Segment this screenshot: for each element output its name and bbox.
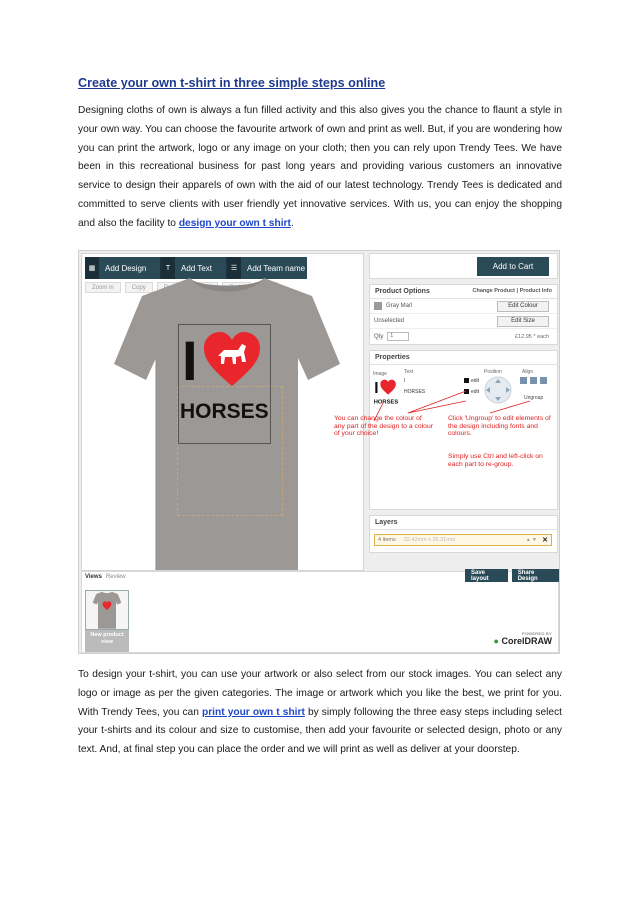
copy-button[interactable]: Copy: [125, 282, 153, 293]
product-options-panel: [369, 284, 558, 345]
design-icon: ▦: [85, 257, 99, 279]
layers-panel: [369, 515, 558, 553]
design-your-own-link[interactable]: design your own t shirt: [178, 217, 291, 229]
colour-row: [370, 299, 557, 314]
outro-end: by simply following the three easy steps including select your t-shirts and its colour and size to customise, then add your favourite or selected design, photo or any text. And, at final step you can place the order and we will print as well as deliver at your doorstep.: [78, 706, 562, 756]
views-title: Views: [85, 574, 102, 580]
coreldraw-logo: [494, 631, 552, 646]
image-col-label: Image: [373, 371, 387, 377]
ungroup-button[interactable]: Ungroup: [524, 395, 544, 401]
review-label[interactable]: Review: [105, 574, 126, 580]
svg-text:HORSES: HORSES: [373, 399, 399, 404]
layer-label: 4 items: [378, 537, 396, 543]
share-design-button[interactable]: Share Design: [512, 569, 559, 582]
qty-input[interactable]: 1: [387, 332, 409, 341]
horse-design[interactable]: [180, 326, 276, 420]
add-design-label: Add Design: [105, 263, 147, 273]
svg-text:I: I: [374, 379, 379, 397]
intro-paragraph: [78, 102, 562, 234]
size-row: [370, 314, 557, 329]
layer-order-icon[interactable]: ▲ ▼: [525, 537, 537, 543]
intro-text: Designing cloths of own is always a fun filled activity and this also gives you the chance to flaunt a style in your own way. You can choose the favourite artwork of own and print as well. But, if you are wondering how you can print the artwork, logo or any image on your cloth; then you can rely upon Trendy Tees. We have been in this recreational business for past long years and providing various customers an innovative service to design their apparels of own with the aid of our latest technology. Trendy Tees is dedicated and committed to serve clients with user friendly yet innovative services. With us, you can enjoy the shopping and also the facility to: [78, 105, 562, 229]
design-actions: [465, 569, 559, 582]
outro-paragraph: [78, 666, 562, 760]
add-team-name-label: Add Team name: [247, 263, 306, 273]
team-icon: ☰: [227, 257, 241, 279]
outro-text: To design your t-shirt, you can use your artwork or also select from our stock images. You can select any logo or image as per the given categories. The image or artwork which you like the best, we print for you. With Trendy Tees, you can: [78, 669, 562, 718]
edit-colour-button[interactable]: Edit Colour: [497, 301, 549, 312]
size-state: Unselected: [374, 318, 405, 324]
design-canvas: [81, 253, 364, 571]
callout-ungroup: Click 'Ungroup' to edit elements of the design including fonts and colours.: [448, 415, 551, 438]
edit-link-2[interactable]: edit: [471, 389, 480, 395]
print-your-own-link[interactable]: print your own t shirt: [201, 706, 305, 718]
qty-row: [370, 329, 557, 344]
document-page: [78, 76, 562, 234]
page-title: Create your own t-shirt in three simple steps online: [78, 76, 386, 90]
add-to-cart-button[interactable]: Add to Cart: [477, 257, 549, 276]
layer-row[interactable]: [374, 534, 552, 546]
save-layout-button[interactable]: Save layout: [465, 569, 508, 582]
front-view-thumbnail[interactable]: [85, 590, 129, 630]
views-panel: [81, 571, 559, 653]
intro-end: .: [290, 217, 294, 229]
powered-by-label: POWERED BY: [521, 631, 552, 636]
callout-colour: You can change the colour of any part of the design to a colour of your choice!: [334, 415, 433, 438]
text-col-label: Text: [404, 369, 414, 375]
design-word-horses: HORSES: [180, 400, 269, 420]
colour-name: Gray Marl: [386, 303, 413, 309]
heart-icon: [204, 332, 260, 386]
qty-label: Qty: [374, 333, 384, 340]
callout-regroup: Simply use Ctrl and left-click on each part to re-group.: [448, 453, 543, 468]
design-letter-i: I: [182, 329, 198, 392]
layers-title: Layers: [375, 519, 398, 526]
corel-balloon-icon: ●: [493, 636, 499, 646]
layer-size: 32.42mm x 26.31mm: [403, 537, 456, 543]
align-col-label: Align: [522, 369, 534, 375]
properties-panel: [334, 350, 558, 510]
right-panel: [334, 253, 558, 553]
product-options-title: Product Options: [375, 288, 430, 295]
colour-swatch: [374, 302, 382, 310]
brand-label: ● CorelDRAW: [493, 636, 552, 646]
zoom-in-button[interactable]: Zoom in: [85, 282, 121, 293]
designer-screenshot: [78, 250, 560, 654]
text-icon: T: [161, 257, 175, 279]
tshirt-thumbnail-icon: [86, 591, 128, 629]
text-item-2: HORSES: [404, 389, 426, 395]
add-text-label: Add Text: [181, 263, 212, 273]
properties-title: Properties: [375, 354, 410, 361]
edit-link-1[interactable]: edit: [471, 378, 480, 384]
price-label: £12.95 * each: [515, 333, 549, 340]
position-col-label: Position: [484, 369, 502, 375]
cart-box: [369, 253, 558, 279]
product-links[interactable]: Change Product | Product Info: [472, 288, 552, 294]
text-item-1: I: [404, 378, 406, 384]
new-product-view-button[interactable]: New product view: [85, 630, 129, 652]
edit-size-button[interactable]: Edit Size: [497, 316, 549, 327]
delete-layer-icon[interactable]: ✕: [542, 537, 548, 544]
